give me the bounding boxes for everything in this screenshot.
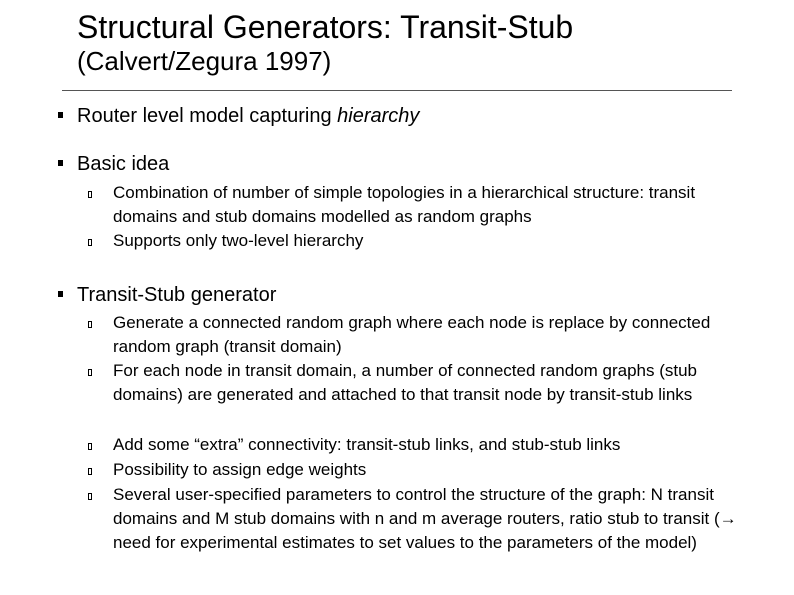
- hollow-bullet-icon: [88, 191, 92, 198]
- sub-bullet-text: Add some “extra” connectivity: transit-stub links, and stub-stub links: [113, 435, 621, 454]
- sub-bullet-text: Generate a connected random graph where each node is replace by connected random graph (transit domain): [113, 313, 711, 356]
- square-bullet-icon: [58, 291, 63, 297]
- sub-bullet-text: Possibility to assign edge weights: [113, 460, 367, 479]
- hollow-bullet-icon: [88, 369, 92, 376]
- bullet-emphasis: hierarchy: [337, 105, 420, 127]
- bullet-text: Basic idea: [77, 153, 170, 175]
- sub-bullet-text: Combination of number of simple topologies in a hierarchical structure: transit domains and stub domains modelled as random graphs: [113, 183, 696, 226]
- square-bullet-icon: [58, 160, 63, 166]
- bullet-text: Router level model capturing: [77, 105, 338, 127]
- hollow-bullet-icon: [88, 468, 92, 475]
- sub-bullet-text: For each node in transit domain, a number of connected random graphs (stub domains) are generated and attached to that transit node by transit-stub links: [113, 361, 698, 404]
- bullet-text: Transit-Stub generator: [77, 284, 277, 306]
- title-divider: [62, 90, 732, 91]
- hollow-bullet-icon: [88, 493, 92, 500]
- square-bullet-icon: [58, 112, 63, 118]
- hollow-bullet-icon: [88, 321, 92, 328]
- title-line-1: Structural Generators: Transit-Stub: [77, 9, 574, 45]
- sub-bullet-text: Several user-specified parameters to control the structure of the graph: N transit domains and M stub domains with n and m average routers, ratio stub to transit (→ need for experimental estimates to set values to the parameters of the model): [113, 485, 737, 552]
- sub-bullet-text: Supports only two-level hierarchy: [113, 231, 364, 250]
- hollow-bullet-icon: [88, 443, 92, 450]
- title-line-2: (Calvert/Zegura 1997): [77, 46, 332, 76]
- hollow-bullet-icon: [88, 239, 92, 246]
